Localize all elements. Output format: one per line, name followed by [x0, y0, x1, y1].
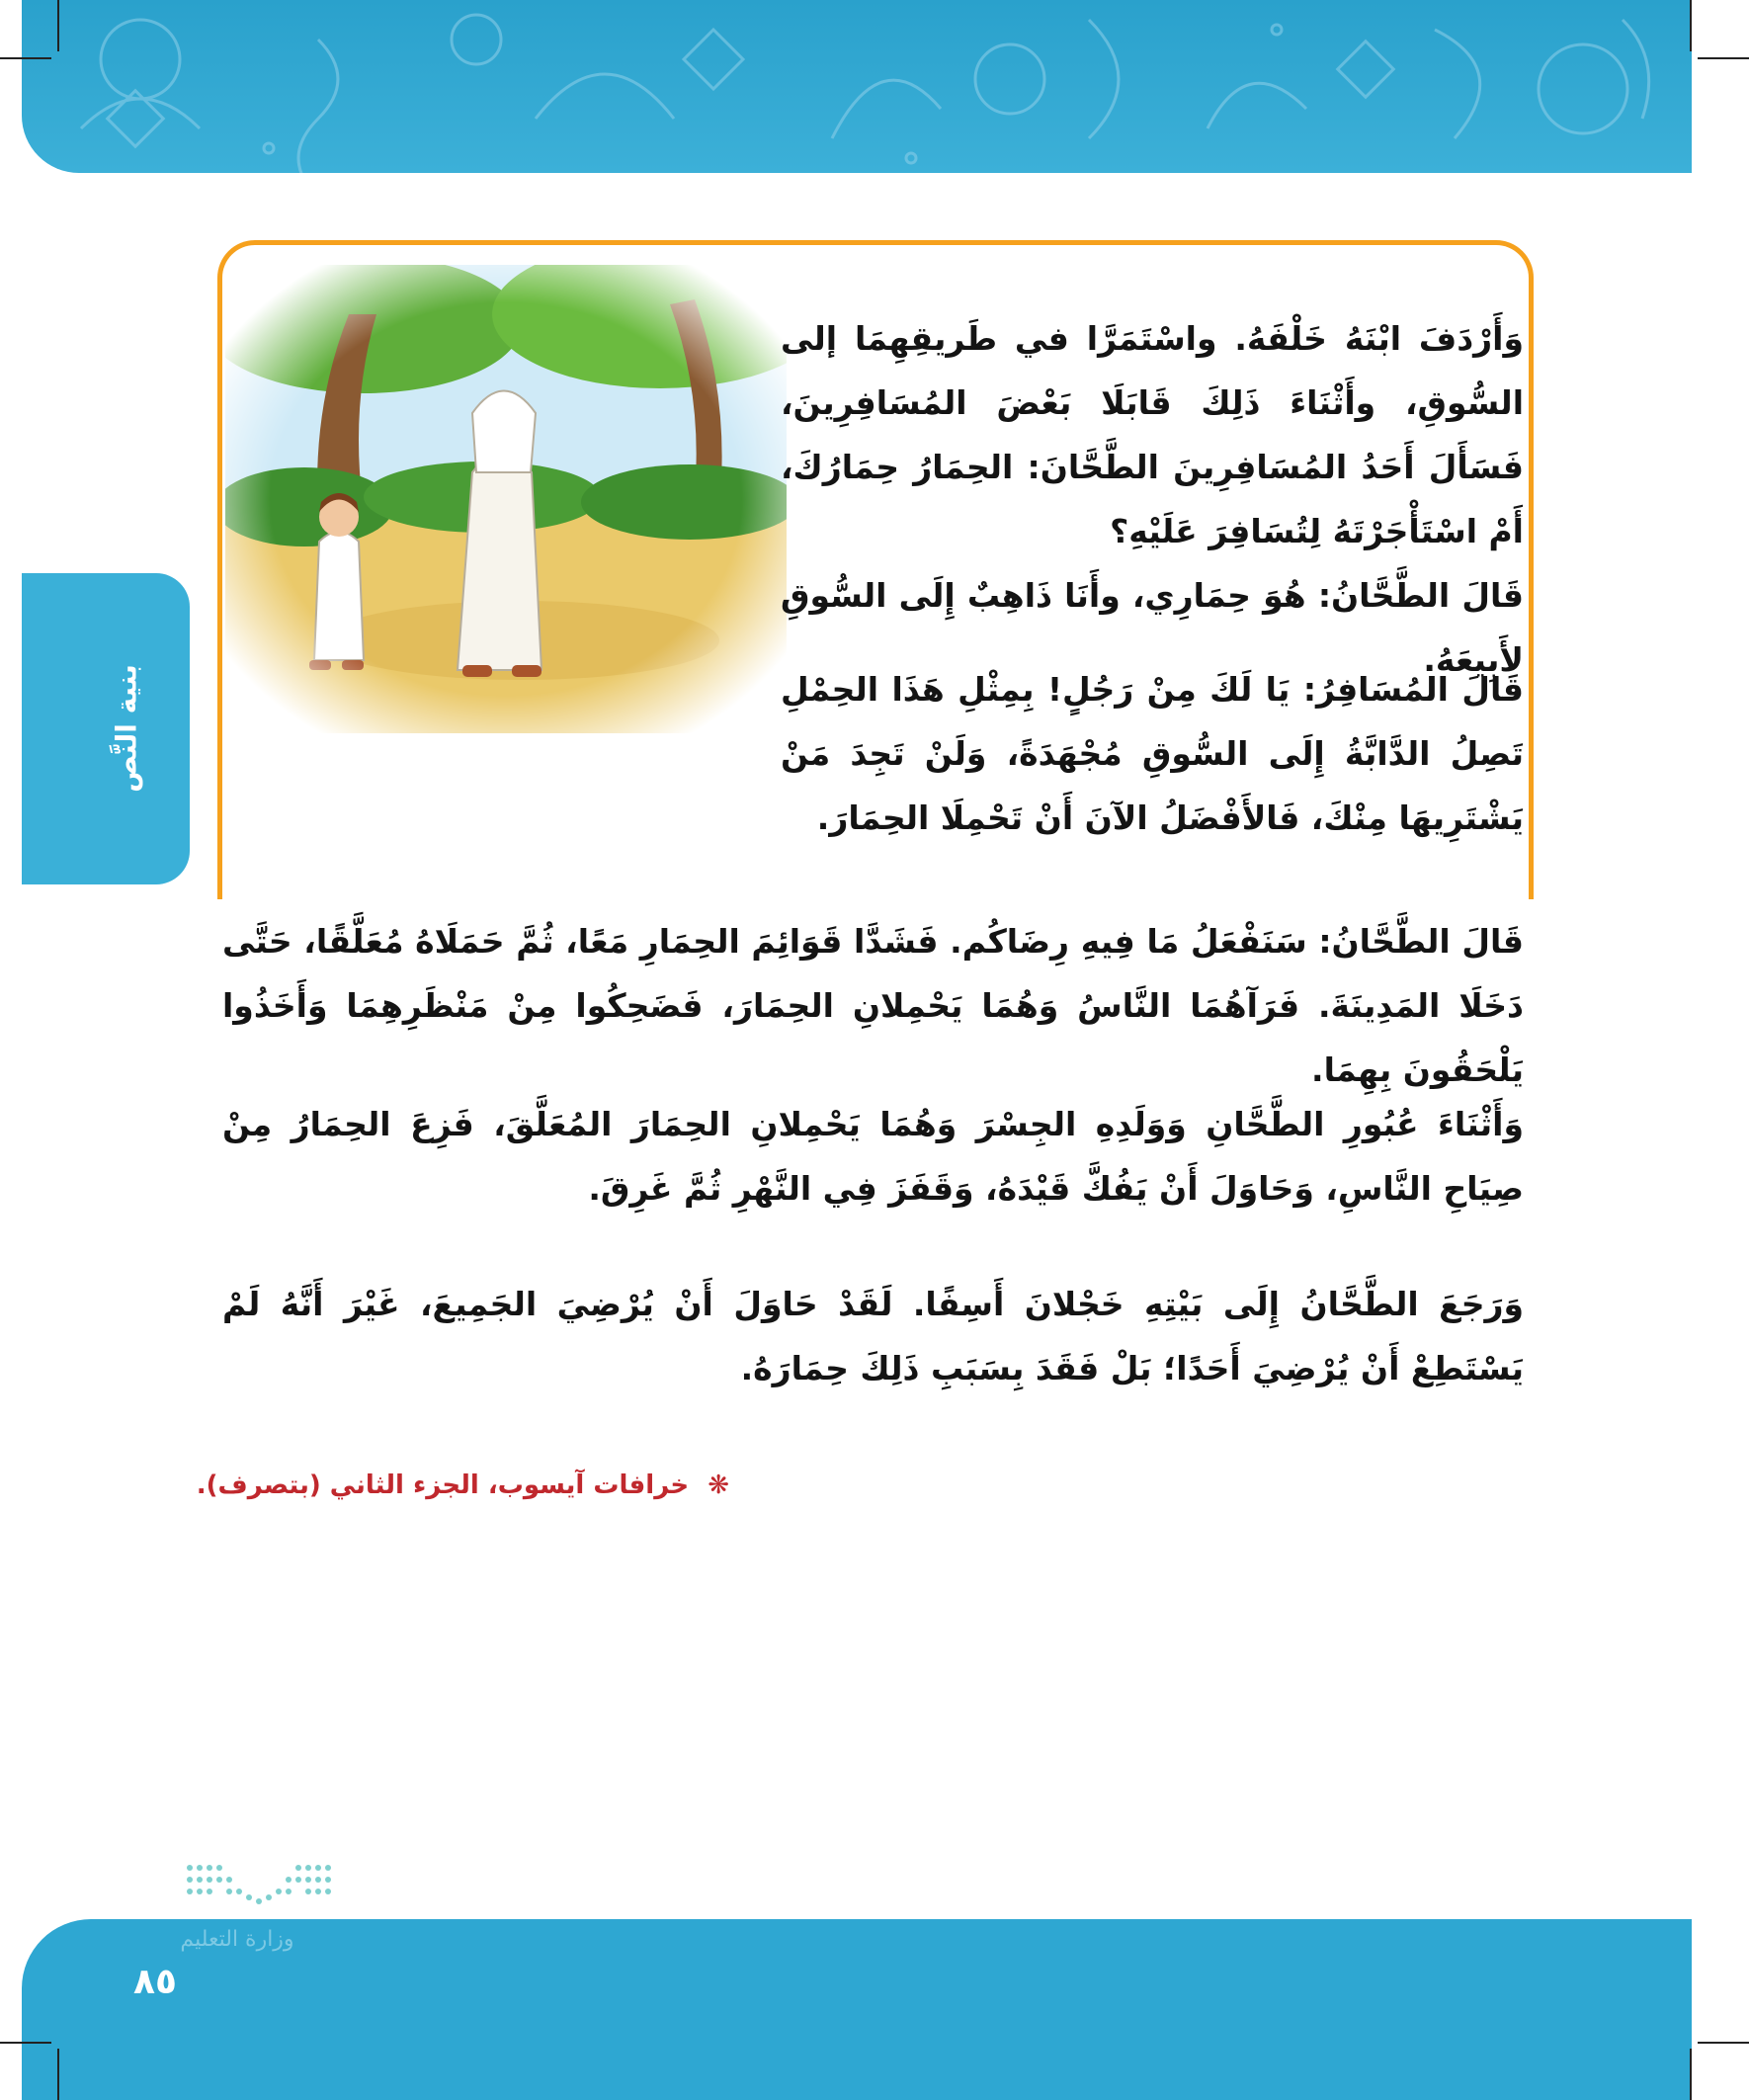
page-number: ٨٥: [133, 1962, 177, 2002]
story-paragraph-6: وَرَجَعَ الطَّحَّانُ إِلَى بَيْتِهِ خَجْلانَ أَسِفًا. لَقَدْ حَاوَلَ أَنْ يُرْضِيَ الجَمِيعَ، غَيْرَ أَنَّهُ لَمْ يَسْتَطِعْ أَنْ يُرْضِيَ أَحَدًا؛ بَلْ فَقَدَ بِسَبَبِ ذَلِكَ حِمَارَهُ.: [222, 1285, 1524, 1387]
crop-mark: [1690, 0, 1692, 51]
story-paragraph-5: وَأَثْنَاءَ عُبُورِ الطَّحَّانِ وَوَلَدِهِ الجِسْرَ وَهُمَا يَحْمِلانِ الحِمَارَ المُعَلَّقَ، فَزِعَ الحِمَارُ مِنْ صِيَاحِ النَّاسِ، وَحَاوَلَ أَنْ يَفُكَّ قَيْدَهُ، وَقَفَزَ فِي النَّهْرِ ثُمَّ غَرِقَ.: [222, 1105, 1524, 1208]
crop-mark: [57, 0, 59, 51]
story-paragraph-2: قَالَ الطَّحَّانُ: هُوَ حِمَارِي، وأَنَا ذَاهِبٌ إِلَى السُّوقِ لأَبِيعَهُ.: [781, 576, 1524, 679]
ministry-label: وزارة التعليم: [180, 1927, 294, 1952]
crop-mark: [57, 2049, 59, 2100]
side-section-tab: [22, 573, 190, 884]
top-banner: [22, 0, 1692, 173]
side-tab-label: بنية النَّص: [110, 664, 143, 793]
crop-mark: [1698, 2042, 1749, 2044]
ministry-logo-icon: [180, 1858, 348, 1917]
story-paragraph-4: قَالَ الطَّحَّانُ: سَنَفْعَلُ مَا فِيهِ رِضَاكُم. فَشَدَّا قَوَائِمَ الحِمَارِ مَعًا، ثُمَّ حَمَلَاهُ مُعَلَّقًا، حَتَّى دَخَلَا المَدِينَةَ. فَرَآهُمَا النَّاسُ وَهُمَا يَحْمِلانِ الحِمَارَ، فَضَحِكُوا مِنْ مَنْظَرِهِمَا وَأَخَذُوا يَلْحَقُونَ بِهِمَا.: [222, 922, 1524, 1089]
crop-mark: [0, 57, 51, 59]
crop-mark: [1690, 2049, 1692, 2100]
story-illustration: [225, 265, 787, 733]
story-paragraph-3: قَالَ المُسَافِرُ: يَا لَكَ مِنْ رَجُلٍ! بِمِثْلِ هَذَا الحِمْلِ تَصِلُ الدَّابَّةُ إِلَى السُّوقِ مُجْهَدَةً، وَلَنْ تَجِدَ مَنْ يَشْتَرِيهَا مِنْكَ، فَالأَفْضَلُ الآنَ أَنْ تَحْمِلَا الحِمَارَ.: [781, 670, 1524, 837]
source-text: خرافات آيسوب، الجزء الثاني (بتصرف).: [196, 1470, 690, 1500]
asterisk-flower-icon: ❋: [708, 1470, 729, 1500]
crop-mark: [1698, 57, 1749, 59]
source-note: [197, 1470, 729, 1500]
crop-mark: [0, 2042, 51, 2044]
calligraphy-pattern: [22, 0, 1692, 173]
story-paragraph-1: وَأَرْدَفَ ابْنَهُ خَلْفَهُ. واسْتَمَرَّا في طَريقِهِمَا إلى السُّوقِ، وأَثْنَاءَ ذَلِكَ قَابَلَا بَعْضَ المُسَافِرِينَ، فَسَأَلَ أَحَدُ المُسَافِرِينَ الطَّحَّانَ: الحِمَارُ حِمَارُكَ، أَمْ اسْتَأْجَرْتَهُ لِتُسَافِرَ عَلَيْهِ؟: [781, 319, 1524, 550]
